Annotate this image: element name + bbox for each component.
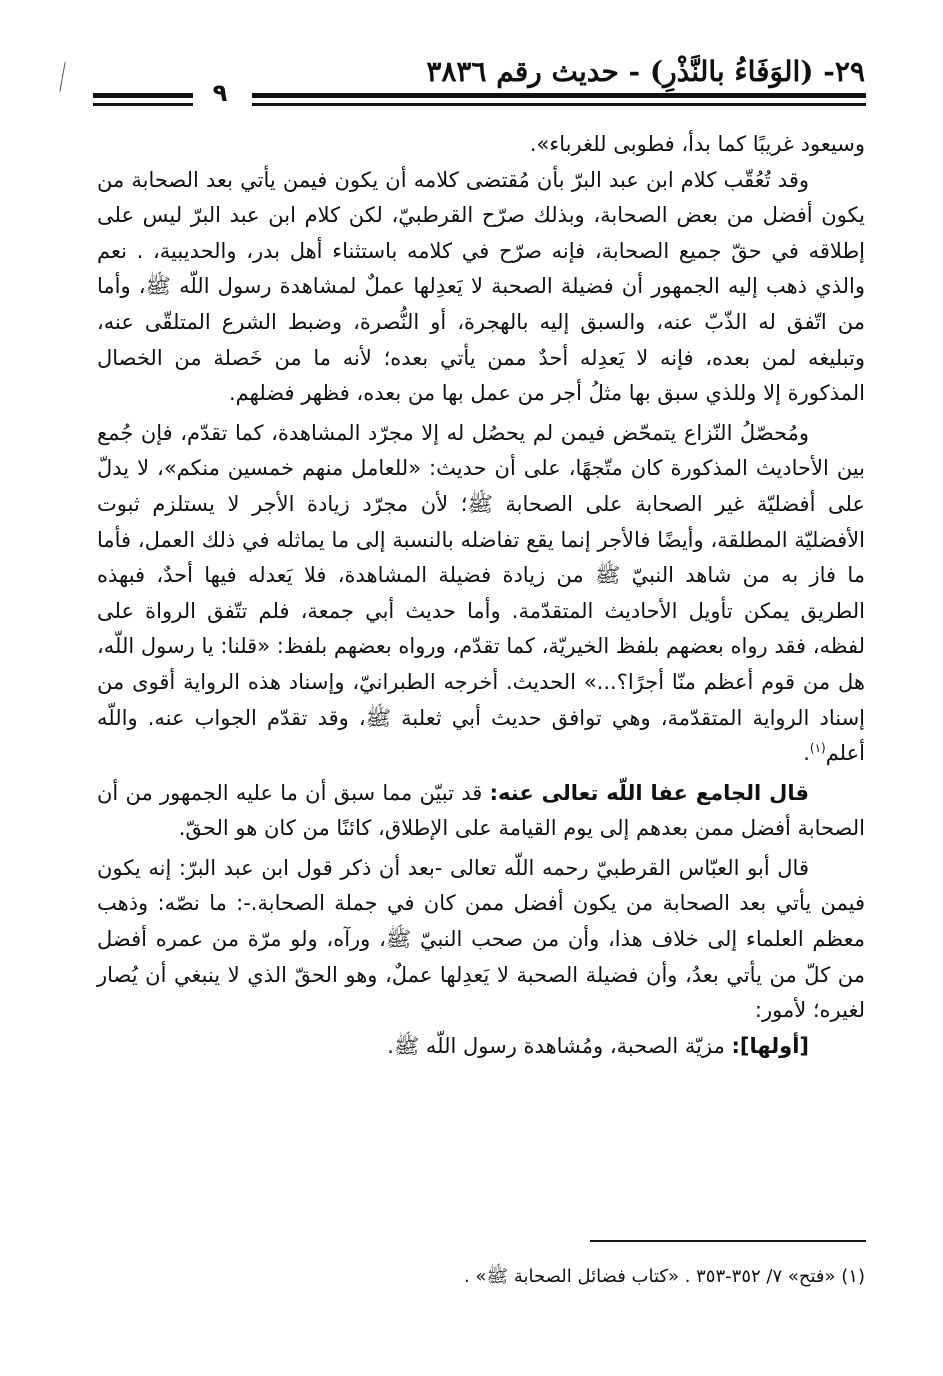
body-text — [97, 127, 865, 1064]
list-lead: [أولها]: — [731, 1033, 809, 1058]
paragraph — [97, 1029, 865, 1065]
footnote: (١) «فتح» ٧/ ٣٥٢-٣٥٣ . «كتاب فضائل الصحابة ﷺ» . — [463, 1266, 865, 1287]
paragraph-text: ومُحصّلُ النّزاع يتمحّض فيمن لم يحصُل له إلا مجرّد المشاهدة، كما تقدّم، فإن جُمع بين الأحاديث المذكورة كان متّجهًا، على أن حديث: «للعامل منهم خمسين منكم»، لا يدلّ على أفضليّة غير الصحابة على الصحابة ﷺ؛ لأن مجرّد زيادة الأجر لا يستلزم ثبوت الأفضليّة المطلقة، وأيضًا فالأجر إنما يقع تفاضله بالنسبة إلى ما يماثله في ذلك العمل، فأما ما فاز به من شاهد النبيّ ﷺ من زيادة فضيلة المشاهدة، فلا يَعدله فيها أحدٌ، فبهذه الطريق يمكن تأويل الأحاديث المتقدّمة. وأما حديث أبي جمعة، فلم تتّفق الرواة على لفظه، فقد رواه بعضهم بلفظ الخيريّة، كما تقدّم، ورواه بعضهم بلفظ: «قلنا: يا رسول اللّه، هل من قوم أعظم منّا أجرًا؟...» الحديث. أخرجه الطبرانيّ، وإسناد هذه الرواية أقوى من إسناد الرواية المتقدّمة، وهي توافق حديث أبي ثعلبة ﷺ، وقد تقدّم الجواب عنه. واللّه أعلم — [97, 420, 865, 766]
header-rule — [93, 93, 193, 98]
paragraph: وسيعود غريبًا كما بدأ، فطوبى للغرباء». — [529, 132, 865, 156]
footnote-rule — [590, 1240, 866, 1242]
page-number: ٩ — [212, 79, 228, 107]
paragraph-text: مزيّة الصحبة، ومُشاهدة رسول اللّه ﷺ. — [387, 1033, 725, 1058]
paragraph: ومُحصّلُ النّزاع يتمحّض فيمن لم يحصُل له إلا مجرّد المشاهدة، كما تقدّم، فإن جُمع بين الأحاديث المذكورة كان متّجهًا، على أن حديث: «للعامل منهم خمسين منكم»، لا يدلّ على أفضليّة غير الصحابة على الصحابة ﷺ؛ لأن مجرّد زيادة الأجر لا يستلزم ثبوت الأفضليّة المطلقة، وأيضًا فالأجر إنما يقع تفاضله بالنسبة إلى ما يماثله في ذلك العمل، فأما ما فاز به من شاهد النبيّ ﷺ من زيادة فضيلة المشاهدة، فلا يَعدله فيها أحدٌ، فبهذه الطريق يمكن تأويل الأحاديث المتقدّمة. وأما حديث أبي جمعة، فلم تتّفق الرواة على لفظه، فقد رواه بعضهم بلفظ الخيريّة، كما تقدّم، ورواه بعضهم بلفظ: «قلنا: يا رسول اللّه، هل من قوم أعظم منّا أجرًا؟...» الحديث. أخرجه الطبرانيّ، وإسناد هذه الرواية أقوى من إسناد الرواية المتقدّمة، وهي توافق حديث أبي ثعلبة ﷺ، وقد تقدّم الجواب عنه. واللّه أعلم$^{(١)}$. — [97, 420, 865, 766]
header-rule — [252, 103, 866, 106]
paragraph: قال أبو العبّاس القرطبيّ رحمه اللّه تعالى -بعد أن ذكر قول ابن عبد البرّ: إنه يكون فيمن يأتي بعد الصحابة من يكون أفضل ممن كان في جملة الصحابة.-: ما نصّه: وذهب معظم العلماء إلى خلاف هذا، وأن من صحب النبيّ ﷺ، ورآه، ولو مرّة من عمره أفضل من كلّ من يأتي بعدُ، وأن فضيلة الصحبة لا يَعدِلها عملٌ، وهو الحقّ الذي لا ينبغي أن يُصار لغيره؛ لأمور: — [97, 855, 865, 1023]
compiler-lead: قال الجامع عفا اللّه تعالى عنه: — [489, 780, 809, 805]
paragraph-text: قد تبيّن مما سبق أن ما عليه الجمهور من أن الصحابة أفضل ممن بعدهم إلى يوم القيامة على الإطلاق، كائنًا من كان هو الحقّ. — [97, 780, 865, 841]
footnote-reference: (١) — [809, 741, 826, 756]
header-rule — [93, 103, 193, 106]
margin-pen-mark — [59, 62, 65, 92]
paragraph — [97, 776, 865, 847]
header-rule — [252, 93, 866, 98]
paragraph: وقد تُعُقّب كلام ابن عبد البرّ بأن مُقتضى كلامه أن يكون فيمن يأتي بعد الصحابة من يكون أفضل من بعض الصحابة، وبذلك صرّح القرطبيّ، لكن كلام ابن عبد البرّ ليس على إطلاقه في حقّ جميع الصحابة، فإنه صرّح في كلامه باستثناء أهل بدر، والحديبية، . نعم والذي ذهب إليه الجمهور أن فضيلة الصحبة لا يَعدِلها عملٌ لمشاهدة رسول اللّه ﷺ، وأما من اتّفق له الذّبّ عنه، والسبق إليه بالهجرة، أو النُّصرة، وضبط الشرع المتلقّى عنه، وتبليغه لمن بعده، فإنه لا يَعدِله أحدٌ ممن يأتي بعده؛ لأنه ما من خَصلة من الخصال المذكورة إلا وللذي سبق بها مثلُ أجر من عمل بها من بعده، فظهر فضلهم. — [97, 167, 865, 406]
running-title: ٢٩- (الوَفَاءُ بالنَّذْرِ) - حديث رقم ٣٨٣٦ — [426, 55, 865, 88]
